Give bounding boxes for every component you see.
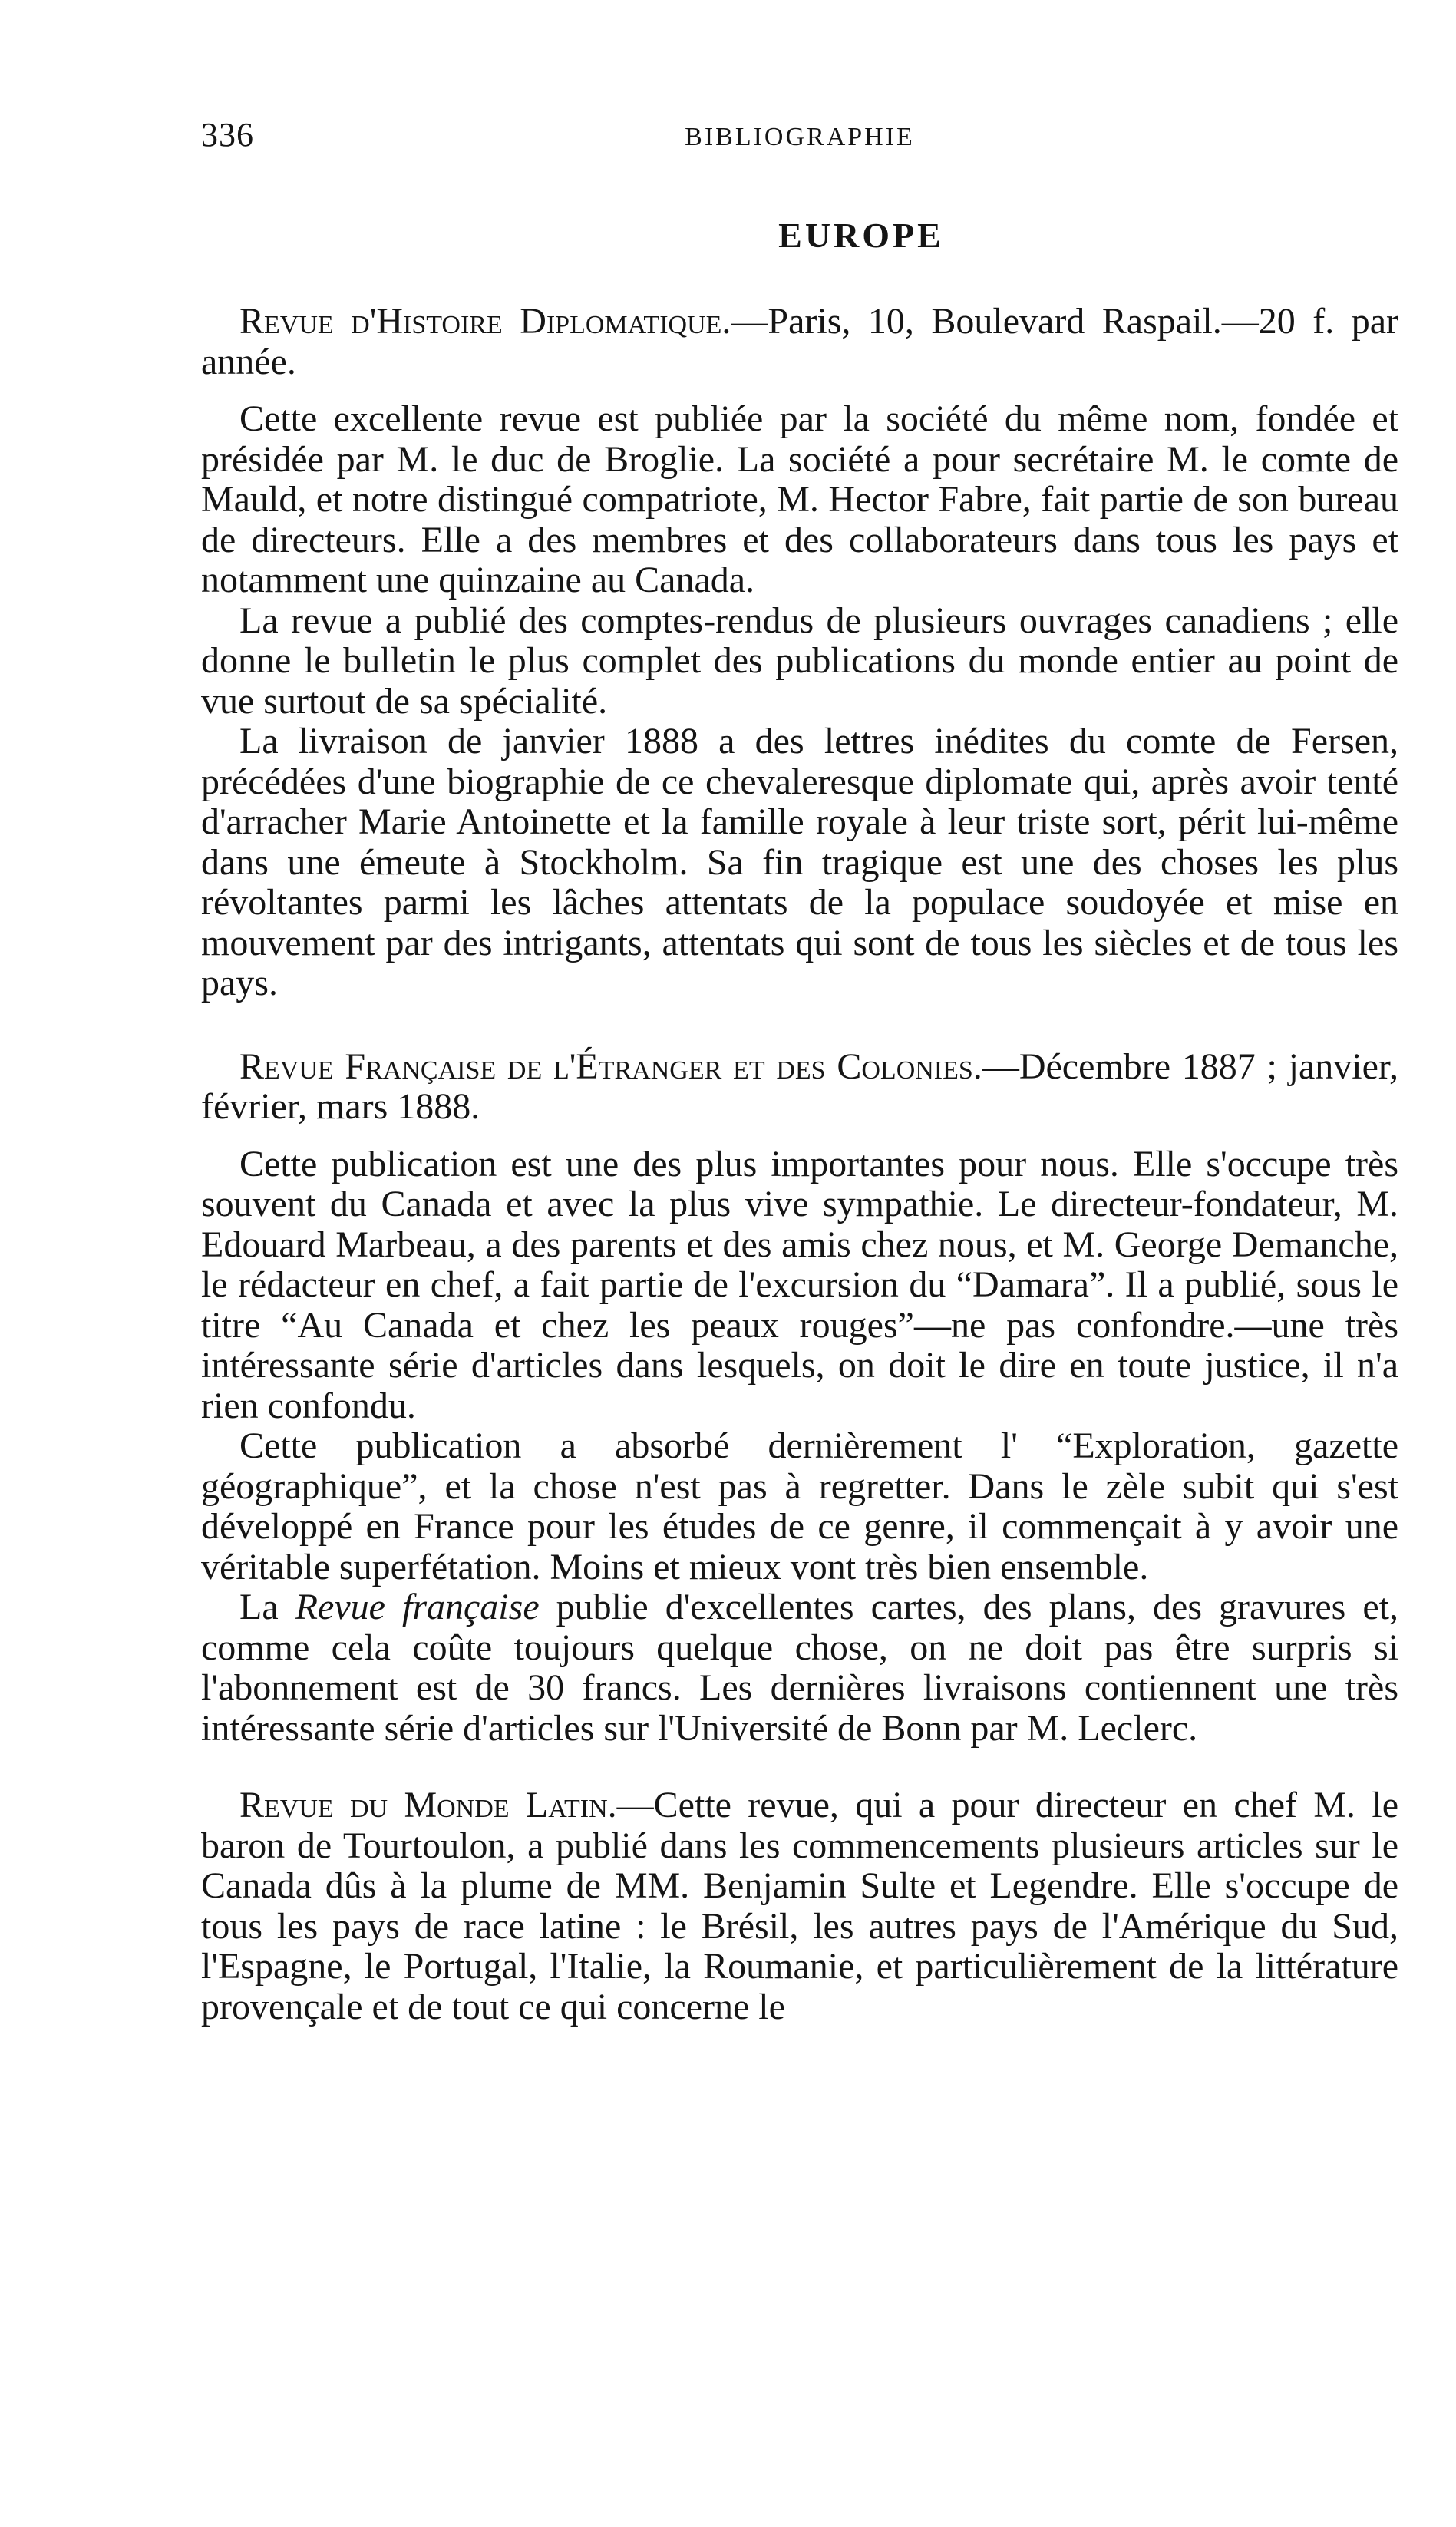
entry-revue-francaise (201, 1047, 1398, 1749)
entry-paragraph: Cette excellente revue est publiée par la société du même nom, fondée et présidée par M. le duc de Broglie. La société a pour secrétaire M. le comte de Mauld, et notre distingué compatriote, M. Hector Fabre, fait partie de son bureau de directeurs. Elle a des membres et des collaborateurs dans tous les pays et notamment une quinzaine au Canada. (201, 398, 1398, 600)
entry-paragraph: Cette publication a absorbé dernièrement l' “Exploration, gazette géographique”, et la chose n'est pas à regretter. Dans le zèle subit qui s'est développé en France pour les études de ce genre, il commençait à y avoir une véritable superfétation. Moins et mieux vont très bien ensemble. (201, 1425, 1398, 1587)
entry-heading (201, 1047, 1398, 1128)
entry-title: Revue d'Histoire Diplomatique. (239, 301, 731, 342)
page (201, 115, 1398, 2027)
page-header (201, 115, 1398, 177)
entry-revue-histoire-diplomatique (201, 302, 1398, 1004)
paragraph-text: publie d'excellentes cartes, des plans, des gravures et, comme cela coûte toujours quelque chose, on ne doit pas être surpris si l'abonnement est de 30 francs. Les dernières livraisons contiennent une très intéressante série d'articles sur l'Université de Bonn par M. Leclerc. (201, 1587, 1399, 1749)
entry-heading-rest: —Décembre 1887 ; janvier, février, mars 1888. (201, 1045, 1398, 1127)
entry-heading-rest: —Cette revue, qui a pour directeur en chef M. le baron de Tourtoulon, a publié dans les commencements plusieurs articles sur le Canada dûs à la plume de MM. Benjamin Sulte et Legendre. Elle s'occupe de tous les pays de race latine : le Brésil, les autres pays de l'Amérique du Sud, l'Espagne, le Portugal, l'Italie, la Roumanie, et particulièrement de la littérature provençale et de tout ce qui concerne le (201, 1785, 1398, 2027)
journal-title-italic: Revue française (295, 1587, 540, 1627)
paragraph-text: La (239, 1587, 295, 1627)
entry-paragraph: La livraison de janvier 1888 a des lettres inédites du comte de Fersen, précédées d'une biographie de ce chevaleresque diplomate qui, après avoir tenté d'arracher Marie Antoinette et la famille royale à leur triste sort, périt lui-même dans une émeute à Stockholm. Sa fin tragique est une des choses les plus révoltantes parmi les lâches attentats de la populace soudoyée et mise en mouvement par des intrigants, attentats qui sont de tous les siècles et de tous les pays. (201, 721, 1398, 1003)
entry-revue-monde-latin (201, 1785, 1398, 2027)
entry-heading (201, 302, 1398, 382)
running-head: BIBLIOGRAPHIE (685, 123, 915, 151)
page-number: 336 (201, 116, 254, 154)
entry-paragraph: La revue a publié des comptes-rendus de plusieurs ouvrages canadiens ; elle donne le bulletin le plus complet des publications du monde entier au point de vue surtout de sa spécialité. (201, 600, 1398, 722)
entry-title: Revue Française de l'Étranger et des Colonies. (239, 1045, 982, 1087)
entry-heading-rest: —Paris, 10, Boulevard Raspail.—20 f. par année. (201, 301, 1399, 382)
entry-paragraph (201, 1587, 1398, 1749)
entry-heading (201, 1785, 1398, 2027)
section-title: EUROPE (778, 216, 944, 255)
entry-title: Revue du Monde Latin. (239, 1785, 617, 1825)
entry-paragraph: Cette publication est une des plus importantes pour nous. Elle s'occupe très souvent du Canada et avec la plus vive sympathie. Le directeur-fondateur, M. Edouard Marbeau, a des parents et des amis chez nous, et M. George Demanche, le rédacteur en chef, a fait partie de l'excursion du “Damara”. Il a publié, sous le titre “Au Canada et chez les peaux rouges”—ne pas confondre.—une très intéressante série d'articles dans lesquels, on doit le dire en toute justice, il n'a rien confondu. (201, 1143, 1398, 1426)
